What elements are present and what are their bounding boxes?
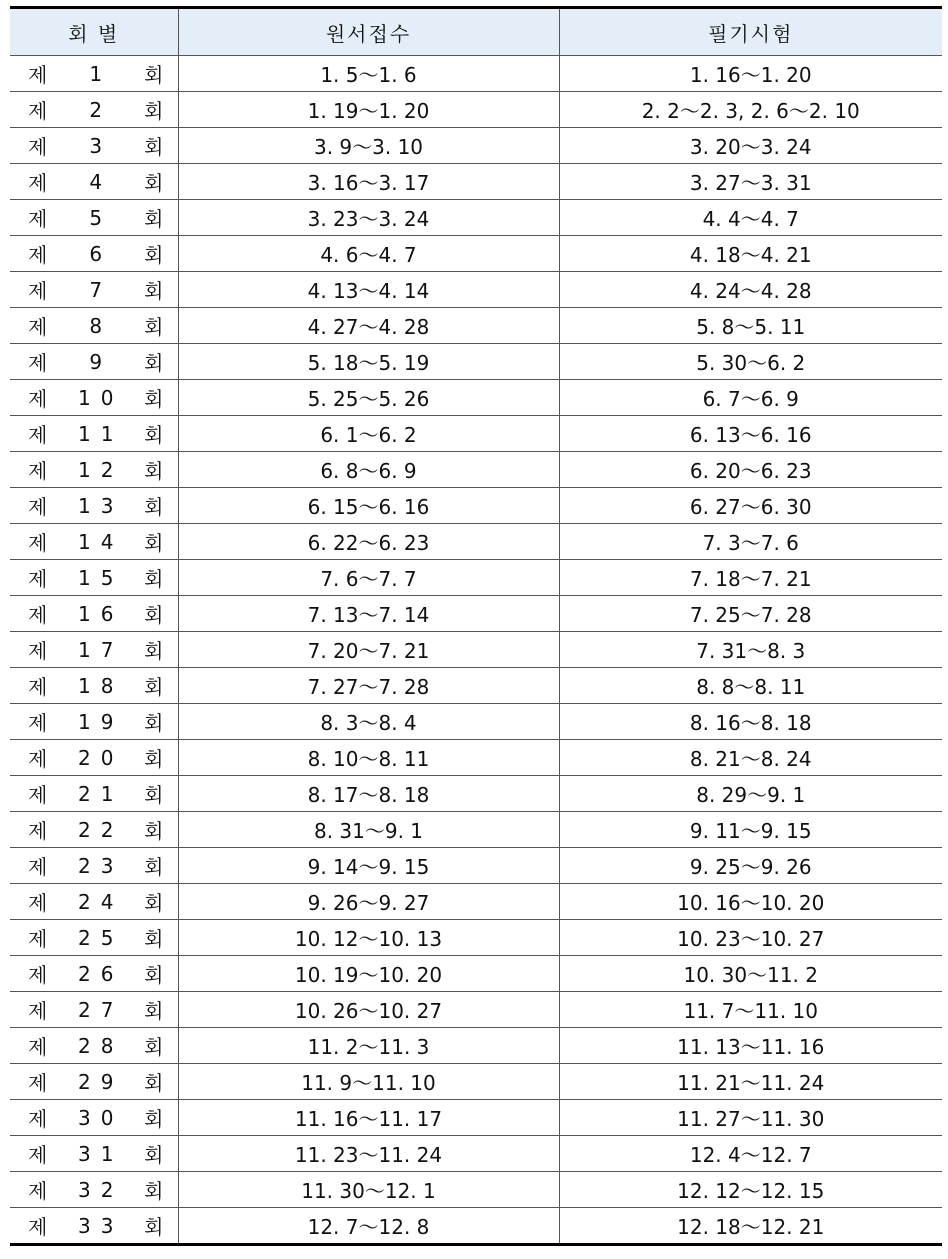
round-prefix: 제 [28, 279, 48, 303]
round-suffix: 회 [144, 963, 164, 987]
table-row [10, 56, 942, 92]
round-prefix: 제 [28, 1215, 48, 1239]
written-exam-period: 8. 8～8. 11 [559, 668, 942, 704]
round-label [10, 92, 178, 127]
application-period: 7. 13～7. 14 [178, 596, 559, 632]
application-period: 6. 8～6. 9 [178, 452, 559, 488]
round-number: 23 [78, 853, 124, 878]
round-label [10, 200, 178, 235]
round-prefix: 제 [28, 1035, 48, 1059]
round-label [10, 236, 178, 271]
round-prefix: 제 [28, 603, 48, 627]
round-number: 6 [89, 241, 113, 266]
application-period: 1. 5～1. 6 [178, 56, 559, 92]
table-row [10, 380, 942, 416]
table-row [10, 200, 942, 236]
application-period: 7. 6～7. 7 [178, 560, 559, 596]
table-row [10, 1100, 942, 1136]
round-cell [10, 812, 178, 848]
round-cell [10, 344, 178, 380]
written-exam-period: 12. 18～12. 21 [559, 1208, 942, 1245]
round-label [10, 524, 178, 559]
round-number: 15 [78, 565, 124, 590]
round-suffix: 회 [144, 459, 164, 483]
round-label [10, 632, 178, 667]
round-cell [10, 632, 178, 668]
table-row [10, 236, 942, 272]
round-label [10, 128, 178, 163]
round-suffix: 회 [144, 1179, 164, 1203]
application-period: 7. 20～7. 21 [178, 632, 559, 668]
round-prefix: 제 [28, 1107, 48, 1131]
written-exam-period: 7. 31～8. 3 [559, 632, 942, 668]
written-exam-period: 6. 7～6. 9 [559, 380, 942, 416]
round-suffix: 회 [144, 891, 164, 915]
round-suffix: 회 [144, 1143, 164, 1167]
round-prefix: 제 [28, 675, 48, 699]
application-period: 6. 1～6. 2 [178, 416, 559, 452]
round-suffix: 회 [144, 603, 164, 627]
table-row [10, 884, 942, 920]
application-period: 8. 3～8. 4 [178, 704, 559, 740]
round-prefix: 제 [28, 711, 48, 735]
round-prefix: 제 [28, 1143, 48, 1167]
round-suffix: 회 [144, 855, 164, 879]
round-suffix: 회 [144, 279, 164, 303]
round-number: 16 [78, 601, 124, 626]
round-number: 32 [78, 1177, 124, 1202]
round-prefix: 제 [28, 315, 48, 339]
round-label [10, 884, 178, 919]
round-number: 27 [78, 997, 124, 1022]
round-number: 28 [78, 1033, 124, 1058]
round-prefix: 제 [28, 747, 48, 771]
round-suffix: 회 [144, 999, 164, 1023]
round-cell [10, 524, 178, 560]
round-suffix: 회 [144, 711, 164, 735]
header-row [10, 8, 942, 56]
round-number: 12 [78, 457, 124, 482]
round-suffix: 회 [144, 423, 164, 447]
written-exam-period: 5. 8～5. 11 [559, 308, 942, 344]
round-number: 1 [89, 61, 113, 86]
application-period: 1. 19～1. 20 [178, 92, 559, 128]
round-label [10, 164, 178, 199]
round-suffix: 회 [144, 315, 164, 339]
written-exam-period: 7. 3～7. 6 [559, 524, 942, 560]
round-label [10, 992, 178, 1027]
application-period: 10. 26～10. 27 [178, 992, 559, 1028]
round-number: 19 [78, 709, 124, 734]
round-prefix: 제 [28, 783, 48, 807]
round-number: 21 [78, 781, 124, 806]
application-period: 4. 13～4. 14 [178, 272, 559, 308]
table-row [10, 632, 942, 668]
round-prefix: 제 [28, 423, 48, 447]
application-period: 11. 9～11. 10 [178, 1064, 559, 1100]
round-suffix: 회 [144, 351, 164, 375]
round-prefix: 제 [28, 927, 48, 951]
round-suffix: 회 [144, 783, 164, 807]
table-row [10, 488, 942, 524]
round-label [10, 1028, 178, 1063]
written-exam-period: 4. 18～4. 21 [559, 236, 942, 272]
written-exam-period: 3. 20～3. 24 [559, 128, 942, 164]
table-row [10, 524, 942, 560]
round-cell [10, 380, 178, 416]
table-row [10, 776, 942, 812]
round-cell [10, 740, 178, 776]
table-row [10, 452, 942, 488]
round-number: 8 [89, 313, 113, 338]
round-cell [10, 1028, 178, 1064]
table-row [10, 164, 942, 200]
round-number: 11 [78, 421, 124, 446]
written-exam-period: 11. 21～11. 24 [559, 1064, 942, 1100]
round-label [10, 704, 178, 739]
application-period: 6. 22～6. 23 [178, 524, 559, 560]
round-label [10, 1064, 178, 1099]
table-row [10, 1172, 942, 1208]
application-period: 7. 27～7. 28 [178, 668, 559, 704]
round-number: 33 [78, 1213, 124, 1238]
header-round: 회 별 [10, 8, 178, 56]
round-number: 7 [89, 277, 113, 302]
written-exam-period: 1. 16～1. 20 [559, 56, 942, 92]
application-period: 5. 18～5. 19 [178, 344, 559, 380]
written-exam-period: 5. 30～6. 2 [559, 344, 942, 380]
written-exam-period: 2. 2～2. 3, 2. 6～2. 10 [559, 92, 942, 128]
round-cell [10, 848, 178, 884]
table-row [10, 704, 942, 740]
table-row [10, 812, 942, 848]
table-row [10, 92, 942, 128]
round-prefix: 제 [28, 891, 48, 915]
written-exam-period: 12. 12～12. 15 [559, 1172, 942, 1208]
round-number: 18 [78, 673, 124, 698]
round-prefix: 제 [28, 495, 48, 519]
round-prefix: 제 [28, 999, 48, 1023]
table-row [10, 344, 942, 380]
written-exam-period: 11. 7～11. 10 [559, 992, 942, 1028]
round-label [10, 344, 178, 379]
round-number: 17 [78, 637, 124, 662]
table-body [10, 56, 942, 1245]
written-exam-period: 11. 13～11. 16 [559, 1028, 942, 1064]
round-prefix: 제 [28, 99, 48, 123]
table-row [10, 956, 942, 992]
round-label [10, 416, 178, 451]
round-cell [10, 416, 178, 452]
round-cell [10, 272, 178, 308]
written-exam-period: 4. 4～4. 7 [559, 200, 942, 236]
round-label [10, 920, 178, 955]
round-label [10, 272, 178, 307]
application-period: 12. 7～12. 8 [178, 1208, 559, 1245]
round-suffix: 회 [144, 243, 164, 267]
table-row [10, 1136, 942, 1172]
round-number: 20 [78, 745, 124, 770]
round-prefix: 제 [28, 387, 48, 411]
table-header [10, 8, 942, 56]
round-cell [10, 56, 178, 92]
table-row [10, 740, 942, 776]
table-row [10, 560, 942, 596]
table-row [10, 848, 942, 884]
application-period: 8. 17～8. 18 [178, 776, 559, 812]
round-cell [10, 1172, 178, 1208]
application-period: 3. 23～3. 24 [178, 200, 559, 236]
table-row [10, 128, 942, 164]
table-row [10, 308, 942, 344]
table-row [10, 1208, 942, 1245]
application-period: 3. 9～3. 10 [178, 128, 559, 164]
round-cell [10, 236, 178, 272]
application-period: 11. 16～11. 17 [178, 1100, 559, 1136]
application-period: 8. 10～8. 11 [178, 740, 559, 776]
round-cell [10, 956, 178, 992]
round-number: 9 [89, 349, 113, 374]
round-prefix: 제 [28, 135, 48, 159]
round-suffix: 회 [144, 1215, 164, 1239]
round-label [10, 308, 178, 343]
round-suffix: 회 [144, 1035, 164, 1059]
round-number: 5 [89, 205, 113, 230]
round-suffix: 회 [144, 171, 164, 195]
round-label [10, 1208, 178, 1243]
round-suffix: 회 [144, 531, 164, 555]
round-label [10, 956, 178, 991]
written-exam-period: 12. 4～12. 7 [559, 1136, 942, 1172]
round-label [10, 488, 178, 523]
round-suffix: 회 [144, 495, 164, 519]
round-suffix: 회 [144, 927, 164, 951]
table-row [10, 1028, 942, 1064]
round-suffix: 회 [144, 819, 164, 843]
round-suffix: 회 [144, 135, 164, 159]
header-application: 원서접수 [178, 8, 559, 56]
round-number: 2 [89, 97, 113, 122]
round-suffix: 회 [144, 567, 164, 591]
written-exam-period: 11. 27～11. 30 [559, 1100, 942, 1136]
round-label [10, 776, 178, 811]
table-row [10, 668, 942, 704]
round-label [10, 1136, 178, 1171]
application-period: 8. 31～9. 1 [178, 812, 559, 848]
round-number: 31 [78, 1141, 124, 1166]
round-label [10, 668, 178, 703]
round-prefix: 제 [28, 63, 48, 87]
round-cell [10, 668, 178, 704]
round-label [10, 560, 178, 595]
exam-schedule-table [10, 6, 942, 1246]
round-number: 3 [89, 133, 113, 158]
round-suffix: 회 [144, 63, 164, 87]
round-number: 22 [78, 817, 124, 842]
round-number: 13 [78, 493, 124, 518]
round-suffix: 회 [144, 1107, 164, 1131]
round-cell [10, 992, 178, 1028]
round-suffix: 회 [144, 747, 164, 771]
table-row [10, 992, 942, 1028]
round-cell [10, 452, 178, 488]
application-period: 9. 26～9. 27 [178, 884, 559, 920]
round-cell [10, 560, 178, 596]
round-cell [10, 164, 178, 200]
written-exam-period: 6. 20～6. 23 [559, 452, 942, 488]
round-prefix: 제 [28, 531, 48, 555]
round-cell [10, 884, 178, 920]
written-exam-period: 8. 16～8. 18 [559, 704, 942, 740]
round-cell [10, 704, 178, 740]
round-prefix: 제 [28, 243, 48, 267]
round-cell [10, 1136, 178, 1172]
written-exam-period: 6. 13～6. 16 [559, 416, 942, 452]
round-prefix: 제 [28, 1071, 48, 1095]
round-cell [10, 776, 178, 812]
round-prefix: 제 [28, 171, 48, 195]
round-prefix: 제 [28, 855, 48, 879]
written-exam-period: 10. 30～11. 2 [559, 956, 942, 992]
application-period: 10. 19～10. 20 [178, 956, 559, 992]
round-cell [10, 128, 178, 164]
application-period: 10. 12～10. 13 [178, 920, 559, 956]
written-exam-period: 8. 21～8. 24 [559, 740, 942, 776]
round-cell [10, 308, 178, 344]
round-prefix: 제 [28, 639, 48, 663]
table-row [10, 920, 942, 956]
round-prefix: 제 [28, 819, 48, 843]
round-cell [10, 596, 178, 632]
round-number: 26 [78, 961, 124, 986]
written-exam-period: 9. 25～9. 26 [559, 848, 942, 884]
round-prefix: 제 [28, 963, 48, 987]
round-label [10, 740, 178, 775]
round-label [10, 380, 178, 415]
application-period: 3. 16～3. 17 [178, 164, 559, 200]
round-prefix: 제 [28, 351, 48, 375]
round-label [10, 848, 178, 883]
round-prefix: 제 [28, 207, 48, 231]
round-cell [10, 200, 178, 236]
round-number: 14 [78, 529, 124, 554]
application-period: 11. 30～12. 1 [178, 1172, 559, 1208]
application-period: 9. 14～9. 15 [178, 848, 559, 884]
round-label [10, 56, 178, 91]
round-cell [10, 1064, 178, 1100]
written-exam-period: 7. 18～7. 21 [559, 560, 942, 596]
application-period: 11. 2～11. 3 [178, 1028, 559, 1064]
application-period: 6. 15～6. 16 [178, 488, 559, 524]
application-period: 4. 6～4. 7 [178, 236, 559, 272]
round-number: 4 [89, 169, 113, 194]
round-prefix: 제 [28, 567, 48, 591]
round-cell [10, 1100, 178, 1136]
round-cell [10, 488, 178, 524]
application-period: 11. 23～11. 24 [178, 1136, 559, 1172]
table-row [10, 1064, 942, 1100]
round-label [10, 1100, 178, 1135]
written-exam-period: 10. 16～10. 20 [559, 884, 942, 920]
table-row [10, 416, 942, 452]
written-exam-period: 6. 27～6. 30 [559, 488, 942, 524]
written-exam-period: 4. 24～4. 28 [559, 272, 942, 308]
round-cell [10, 1208, 178, 1245]
round-prefix: 제 [28, 459, 48, 483]
round-label [10, 1172, 178, 1207]
application-period: 5. 25～5. 26 [178, 380, 559, 416]
table-row [10, 596, 942, 632]
round-suffix: 회 [144, 639, 164, 663]
header-written-exam: 필기시험 [559, 8, 942, 56]
written-exam-period: 8. 29～9. 1 [559, 776, 942, 812]
round-label [10, 596, 178, 631]
written-exam-period: 7. 25～7. 28 [559, 596, 942, 632]
round-label [10, 452, 178, 487]
round-suffix: 회 [144, 675, 164, 699]
round-number: 25 [78, 925, 124, 950]
round-number: 30 [78, 1105, 124, 1130]
round-suffix: 회 [144, 387, 164, 411]
written-exam-period: 9. 11～9. 15 [559, 812, 942, 848]
table-row [10, 272, 942, 308]
round-number: 10 [78, 385, 124, 410]
round-cell [10, 92, 178, 128]
round-prefix: 제 [28, 1179, 48, 1203]
round-suffix: 회 [144, 99, 164, 123]
round-cell [10, 920, 178, 956]
written-exam-period: 3. 27～3. 31 [559, 164, 942, 200]
round-number: 29 [78, 1069, 124, 1094]
round-number: 24 [78, 889, 124, 914]
application-period: 4. 27～4. 28 [178, 308, 559, 344]
written-exam-period: 10. 23～10. 27 [559, 920, 942, 956]
round-label [10, 812, 178, 847]
round-suffix: 회 [144, 1071, 164, 1095]
round-suffix: 회 [144, 207, 164, 231]
